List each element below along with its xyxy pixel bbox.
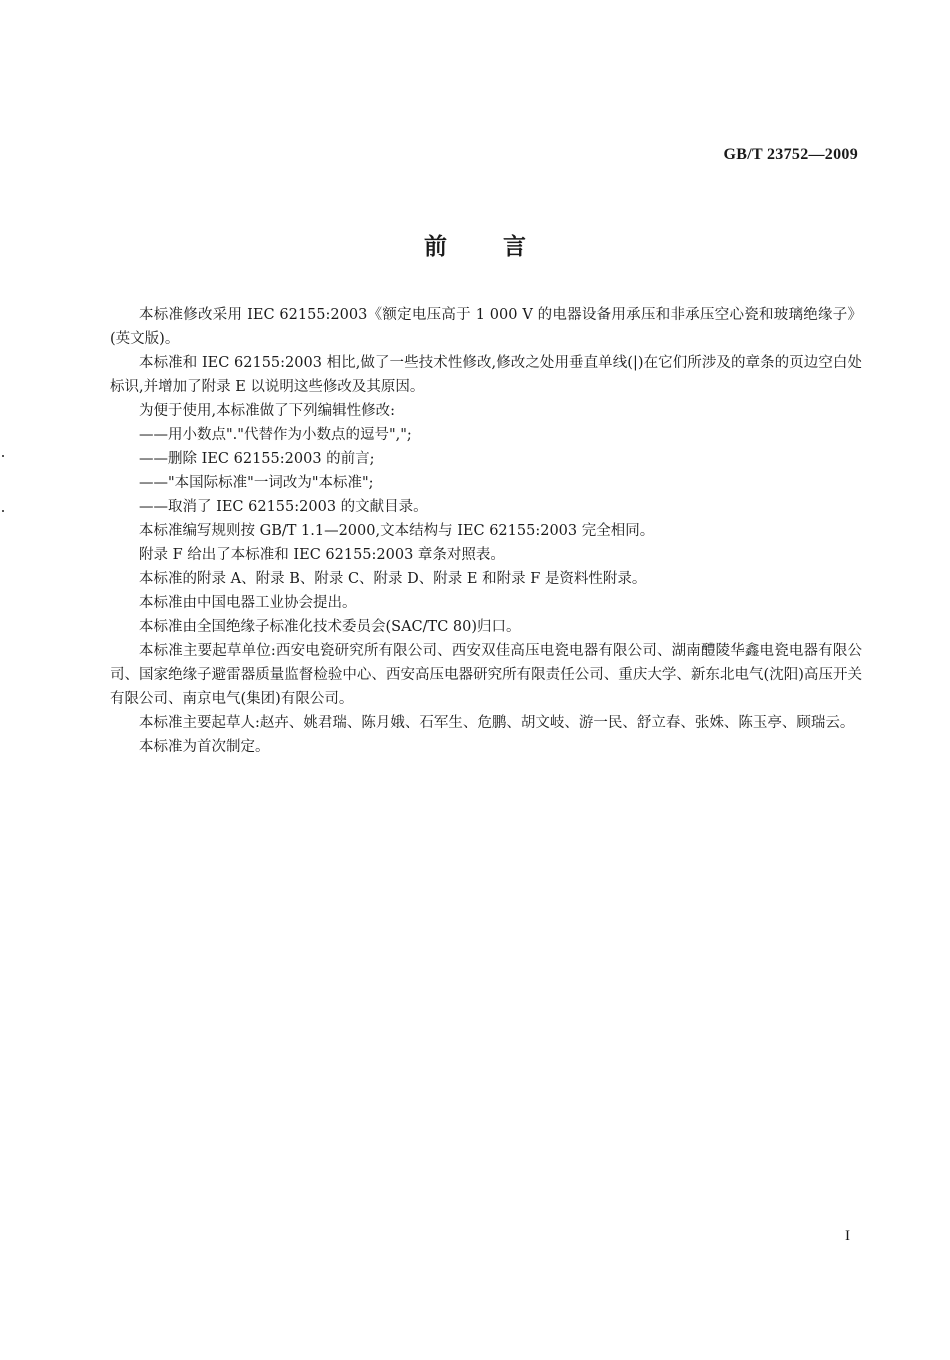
list-item: ——"本国际标准"一词改为"本标准"; (139, 475, 374, 491)
paragraph: 本标准修改采用 IEC 62155:2003《额定电压高于 1 000 V 的电器设备用承压和非承压空心瓷和玻璃绝缘子》(英文版)。 (110, 307, 862, 347)
standard-code: GB/T 23752—2009 (723, 146, 858, 163)
page-title (0, 228, 950, 261)
margin-mark (2, 455, 4, 457)
paragraph: 本标准的附录 A、附录 B、附录 C、附录 D、附录 E 和附录 F 是资料性附录。 (139, 571, 647, 587)
paragraph: 本标准主要起草人:赵卉、姚君瑞、陈月娥、石军生、危鹏、胡文岐、游一民、舒立春、张姝、陈玉亭、顾瑞云。 (139, 715, 855, 731)
list-item: ——删除 IEC 62155:2003 的前言; (139, 451, 375, 467)
foreword-body (110, 303, 862, 759)
margin-mark (2, 510, 4, 512)
list-item: ——取消了 IEC 62155:2003 的文献目录。 (139, 499, 428, 515)
paragraph: 本标准主要起草单位:西安电瓷研究所有限公司、西安双佳高压电瓷电器有限公司、湖南醴陵华鑫电瓷电器有限公司、国家绝缘子避雷器质量监督检验中心、西安高压电器研究所有限责任公司、重庆大学、新东北电气(沈阳)高压开关有限公司、南京电气(集团)有限公司。 (110, 643, 862, 707)
page-number: I (845, 1228, 850, 1244)
title-char-1: 前 (424, 234, 447, 260)
paragraph: 本标准由全国绝缘子标准化技术委员会(SAC/TC 80)归口。 (139, 619, 521, 635)
paragraph: 本标准为首次制定。 (139, 739, 270, 755)
paragraph: 本标准编写规则按 GB/T 1.1—2000,文本结构与 IEC 62155:2003 完全相同。 (139, 523, 655, 539)
title-char-2: 言 (503, 234, 526, 260)
paragraph: 为便于使用,本标准做了下列编辑性修改: (139, 403, 395, 419)
paragraph: 附录 F 给出了本标准和 IEC 62155:2003 章条对照表。 (139, 547, 505, 563)
paragraph: 本标准由中国电器工业协会提出。 (139, 595, 357, 611)
paragraph: 本标准和 IEC 62155:2003 相比,做了一些技术性修改,修改之处用垂直单线(|)在它们所涉及的章条的页边空白处标识,并增加了附录 E 以说明这些修改及其原因。 (110, 355, 862, 395)
list-item: ——用小数点"."代替作为小数点的逗号","; (139, 427, 412, 443)
